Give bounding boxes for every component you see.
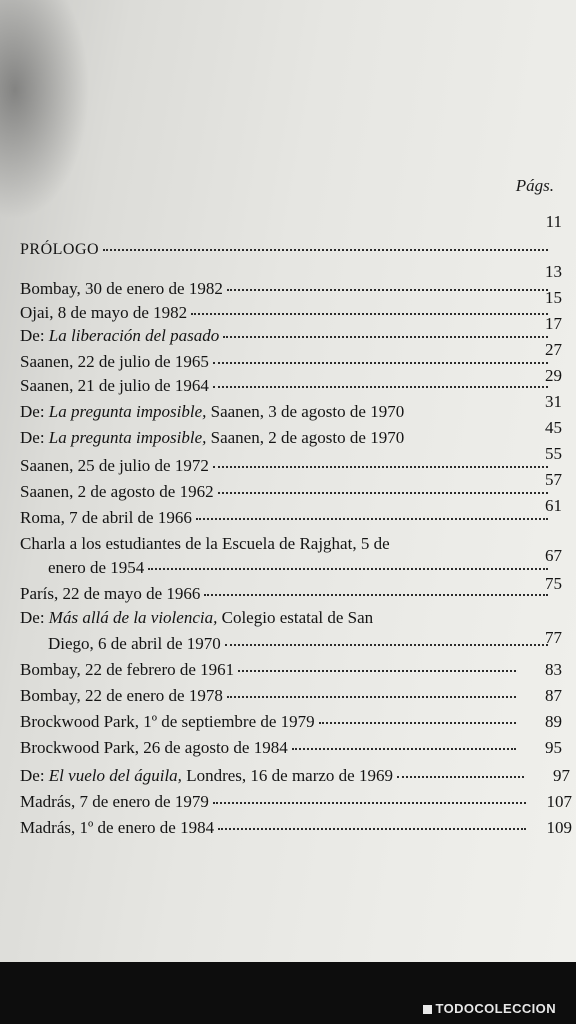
toc-entry: De: Más allá de la violencia, Colegio estatal de San <box>20 608 374 627</box>
toc-entry: Madrás, 1º de enero de 1984 109 <box>20 818 572 837</box>
toc-page-17: 17 <box>545 314 562 333</box>
toc-entry: De: La pregunta imposible, Saanen, 3 de agosto de 1970 <box>20 402 405 421</box>
pags-heading: Págs. <box>515 176 554 195</box>
toc-entry: Bombay, 30 de enero de 1982 <box>20 279 576 299</box>
toc-entry: Saanen, 2 de agosto de 1962 <box>20 482 576 502</box>
toc-entry: Brockwood Park, 1º de septiembre de 1979 89 <box>20 712 562 731</box>
toc-entry: Bombay, 22 de febrero de 1961 83 <box>20 660 562 679</box>
prologo-label: PRÓLOGO <box>20 241 100 258</box>
toc-page-45: 45 <box>545 418 562 437</box>
toc-entry: París, 22 de mayo de 1966 <box>20 584 576 604</box>
toc-entry: Saanen, 25 de julio de 1972 <box>20 456 576 476</box>
toc-entry: De: La pregunta imposible, Saanen, 2 de agosto de 1970 <box>20 428 405 447</box>
watermark-icon <box>423 1005 432 1014</box>
toc-page-67: 67 <box>545 546 562 565</box>
toc-entry-continued: enero de 1954 <box>48 558 576 578</box>
toc-page-13: 13 <box>545 262 562 281</box>
watermark: TODOCOLECCION <box>423 1001 556 1016</box>
toc-entry: Brockwood Park, 26 de agosto de 1984 95 <box>20 738 562 757</box>
toc-page-15: 15 <box>545 288 562 307</box>
toc-page-61: 61 <box>545 496 562 515</box>
toc-entry: Saanen, 21 de julio de 1964 <box>20 376 576 396</box>
toc-entry: Madrás, 7 de enero de 1979 107 <box>20 792 572 811</box>
toc-entry: Saanen, 22 de julio de 1965 <box>20 352 576 372</box>
toc-page-27: 27 <box>545 340 562 359</box>
toc-entry: Roma, 7 de abril de 1966 <box>20 508 576 528</box>
toc-page-77: 77 <box>545 628 562 647</box>
leader-dots <box>103 248 548 251</box>
toc-page-55: 55 <box>545 444 562 463</box>
toc-entry: Charla a los estudiantes de la Escuela de Rajghat, 5 de <box>20 534 390 553</box>
toc-entry: Ojai, 8 de mayo de 1982 <box>20 303 576 323</box>
toc-page-31: 31 <box>545 392 562 411</box>
toc-page-57: 57 <box>545 470 562 489</box>
toc-page-29: 29 <box>545 366 562 385</box>
toc-entry: Bombay, 22 de enero de 1978 87 <box>20 686 562 705</box>
toc-first-page: 11 <box>545 212 562 231</box>
toc-entry-continued: Diego, 6 de abril de 1970 <box>48 634 576 654</box>
toc-entry-prologo <box>20 241 576 259</box>
toc-entry: De: La liberación del pasado <box>20 326 576 346</box>
toc-page-75: 75 <box>545 574 562 593</box>
toc-entry: De: El vuelo del águila, Londres, 16 de marzo de 1969 97 <box>20 766 570 785</box>
